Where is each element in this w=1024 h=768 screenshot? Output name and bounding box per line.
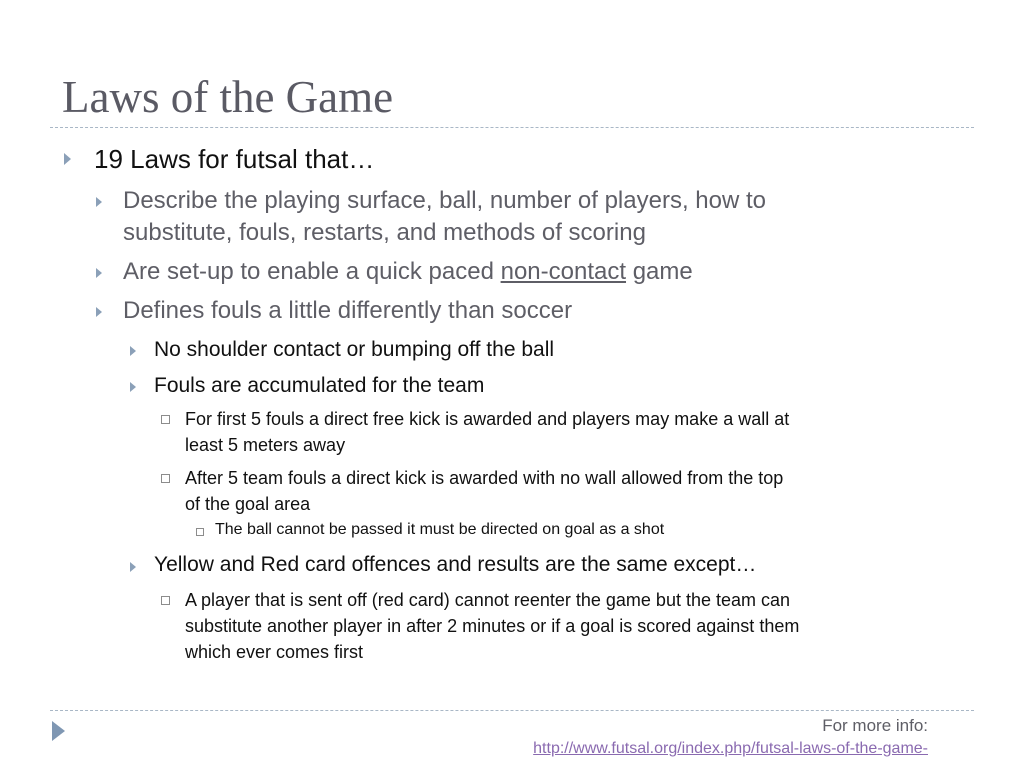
slide-title: Laws of the Game bbox=[62, 72, 394, 122]
footer-info-label: For more info: bbox=[822, 716, 928, 735]
square-bullet-icon bbox=[161, 474, 170, 483]
triangle-bullet-icon bbox=[130, 562, 136, 572]
bullet-first-five: For first 5 fouls a direct free kick is awarded and players may make a wall at bbox=[185, 409, 790, 429]
bullet-sent-off-cont2: which ever comes first bbox=[185, 642, 364, 662]
triangle-bullet-icon bbox=[96, 197, 102, 207]
title-divider bbox=[50, 127, 974, 128]
bullet-after-five-cont: of the goal area bbox=[185, 494, 311, 514]
bullet-describe-cont: substitute, fouls, restarts, and methods of scoring bbox=[123, 219, 646, 246]
non-contact-text: non-contact bbox=[500, 258, 627, 285]
square-bullet-icon bbox=[161, 415, 170, 424]
nav-arrow-icon[interactable] bbox=[52, 721, 65, 741]
triangle-bullet-icon bbox=[130, 346, 136, 356]
bullet-sent-off-cont: substitute another player in after 2 minutes or if a goal is scored against them bbox=[185, 616, 800, 636]
triangle-bullet-icon bbox=[96, 268, 102, 278]
bullet-defines: Defines fouls a little differently than soccer bbox=[123, 297, 573, 324]
bullet-cards: Yellow and Red card offences and results are the same except… bbox=[154, 553, 757, 576]
footer-divider bbox=[50, 710, 974, 711]
bullet-sent-off: A player that is sent off (red card) cannot reenter the game but the team can bbox=[185, 590, 791, 610]
bullet-first-five-cont: least 5 meters away bbox=[185, 435, 346, 455]
bullet-laws: 19 Laws for futsal that… bbox=[94, 144, 375, 174]
triangle-bullet-icon bbox=[96, 307, 102, 317]
square-bullet-icon bbox=[161, 596, 170, 605]
bullet-accumulated: Fouls are accumulated for the team bbox=[154, 374, 485, 397]
futsal-laws-link[interactable]: http://www.futsal.org/index.php/futsal-laws-of-the-game- bbox=[533, 740, 928, 757]
triangle-bullet-icon bbox=[130, 382, 136, 392]
bullet-ball-pass: The ball cannot be passed it must be directed on goal as a shot bbox=[215, 521, 665, 538]
square-bullet-icon bbox=[196, 528, 204, 536]
bullet-setup bbox=[123, 258, 693, 286]
bullet-after-five: After 5 team fouls a direct kick is awarded with no wall allowed from the top bbox=[185, 468, 784, 488]
bullet-setup-pre: Are set-up to enable a quick paced bbox=[123, 258, 494, 285]
bullet-setup-post: game bbox=[632, 258, 693, 285]
triangle-bullet-icon bbox=[64, 153, 71, 165]
bullet-describe: Describe the playing surface, ball, number of players, how to bbox=[123, 187, 766, 214]
bullet-shoulder: No shoulder contact or bumping off the ball bbox=[154, 338, 555, 361]
